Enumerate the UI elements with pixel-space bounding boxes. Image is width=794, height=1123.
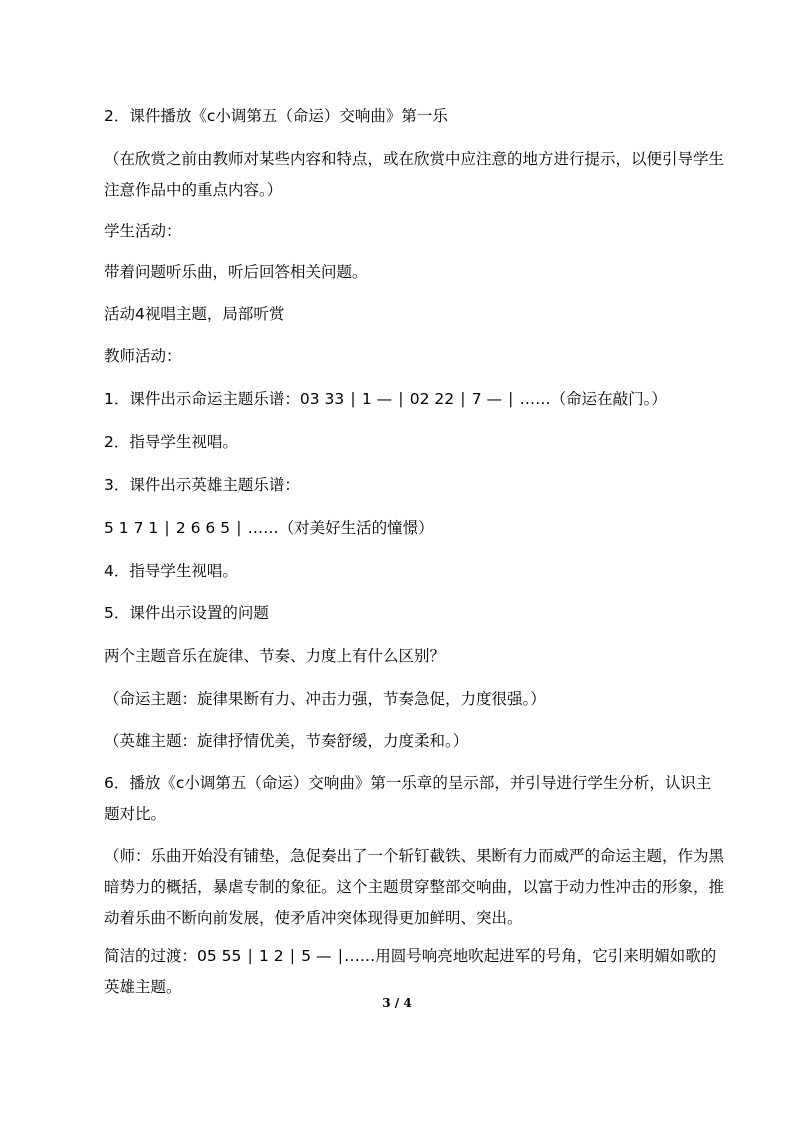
paragraph-18: 简洁的过渡：05 55 ∣ 1 2 ∣ 5 — ∣……用圆号响亮地吹起进军的号角，它引来明媚如歌的英雄主题。 bbox=[104, 947, 717, 996]
paragraph-15: （英雄主题：旋律抒情优美，节奏舒缓，力度柔和。） bbox=[104, 732, 469, 750]
paragraph-7: 1．课件出示命运主题乐谱：03 33 ∣ 1 — ∣ 02 22 ∣ 7 — ∣ ……（命运在敲门。） bbox=[104, 390, 667, 408]
paragraph-2: （在欣赏之前由教师对某些内容和特点，或在欣赏中应注意的地方进行提示，以便引导学生注意作品中的重点内容。） bbox=[104, 150, 725, 199]
paragraph-16: 6．播放《c小调第五（命运）交响曲》第一乐章的呈示部，并引导进行学生分析，认识主题对比。 bbox=[104, 774, 712, 823]
paragraph-5: 活动4视唱主题，局部听赏 bbox=[104, 305, 285, 323]
paragraph-1: 2．课件播放《c小调第五（命运）交响曲》第一乐 bbox=[104, 107, 448, 125]
paragraph-12: 5．课件出示设置的问题 bbox=[104, 604, 269, 622]
paragraph-14: （命运主题：旋律果断有力、冲击力强，节奏急促，力度很强。） bbox=[104, 690, 546, 708]
paragraph-9: 3．课件出示英雄主题乐谱： bbox=[104, 476, 300, 494]
paragraph-10: 5 1 7 1 ∣ 2 6 6 5 ∣ ……（对美好生活的憧憬） bbox=[104, 519, 434, 537]
paragraph-4: 带着问题听乐曲，听后回答相关问题。 bbox=[104, 263, 368, 281]
paragraph-3: 学生活动： bbox=[104, 222, 182, 240]
paragraph-6: 教师活动： bbox=[104, 347, 182, 365]
paragraph-8: 2．指导学生视唱。 bbox=[104, 433, 238, 451]
page-number: 3 / 4 bbox=[382, 996, 412, 1010]
paragraph-17: （师：乐曲开始没有铺垫，急促奏出了一个斩钉截铁、果断有力而威严的命运主题，作为黑暗势力的概括，暴虐专制的象征。这个主题贯穿整部交响曲，以富于动力性冲击的形象，推动着乐曲不断向前发展，使矛盾冲突体现得更加鲜明、突出。 bbox=[104, 847, 725, 927]
paragraph-11: 4．指导学生视唱。 bbox=[104, 562, 238, 580]
paragraph-13: 两个主题音乐在旋律、节奏、力度上有什么区别？ bbox=[104, 647, 446, 665]
